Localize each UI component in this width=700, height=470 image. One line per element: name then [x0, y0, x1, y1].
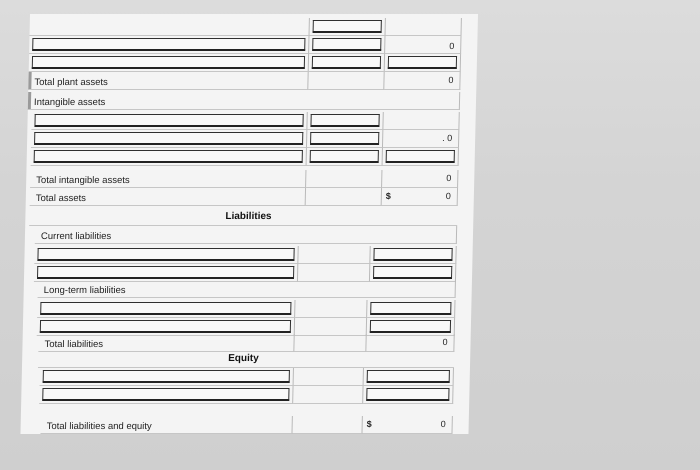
- equity-header-row: [22, 350, 470, 368]
- total-plant-assets-row: [28, 72, 476, 90]
- liabilities-heading: Liabilities: [225, 211, 272, 222]
- value-text: . 0: [442, 133, 453, 143]
- account-name-input[interactable]: [32, 38, 305, 51]
- total-liabilities-label: Total liabilities: [44, 339, 104, 350]
- current-liability-row-1: [24, 246, 472, 264]
- amount-input[interactable]: [388, 56, 457, 69]
- dollar-sign: $: [385, 191, 391, 201]
- account-name-input[interactable]: [34, 150, 303, 163]
- account-name-input[interactable]: [32, 56, 305, 69]
- liab-equity-total-value: 0: [440, 419, 446, 429]
- account-name-input[interactable]: [40, 320, 291, 333]
- amount-input[interactable]: [313, 20, 382, 33]
- plant-asset-row-1: [30, 18, 478, 36]
- equity-row-1: [22, 368, 470, 386]
- intangible-total-value: 0: [446, 173, 452, 183]
- intangible-assets-label: Intangible assets: [33, 97, 106, 108]
- amount-input[interactable]: [373, 266, 452, 279]
- current-liabilities-label: Current liabilities: [40, 231, 112, 242]
- account-name-input[interactable]: [34, 132, 303, 145]
- dollar-sign: $: [366, 419, 372, 429]
- account-name-input[interactable]: [42, 388, 289, 401]
- equity-row-2: [21, 386, 469, 404]
- equity-heading: Equity: [228, 353, 259, 364]
- account-name-input[interactable]: [34, 114, 303, 127]
- long-term-liabilities-label: Long-term liabilities: [43, 285, 126, 296]
- amount-input[interactable]: [312, 56, 381, 69]
- long-term-liability-row-1: [23, 300, 471, 318]
- total-plant-assets-label: Total plant assets: [34, 77, 108, 88]
- intangible-row-3: [27, 148, 475, 166]
- account-name-input[interactable]: [37, 266, 294, 279]
- plant-total-value: 0: [448, 75, 454, 85]
- long-term-liabilities-row: [24, 280, 472, 298]
- value-text: 0: [449, 41, 455, 51]
- amount-input[interactable]: [370, 320, 451, 333]
- current-liabilities-row: [25, 226, 473, 244]
- liabilities-total-value: 0: [442, 337, 448, 347]
- total-assets-row: [26, 188, 474, 206]
- total-liabilities-equity-label: Total liabilities and equity: [46, 421, 152, 432]
- amount-input[interactable]: [310, 150, 379, 163]
- plant-asset-row-2: [29, 36, 477, 54]
- plant-asset-row-3: [29, 54, 477, 72]
- amount-input[interactable]: [310, 132, 379, 145]
- intangible-assets-row: [28, 92, 476, 110]
- total-intangible-assets-label: Total intangible assets: [36, 175, 130, 186]
- amount-input[interactable]: [386, 150, 455, 163]
- account-name-input[interactable]: [40, 302, 291, 315]
- assets-total-value: 0: [445, 191, 451, 201]
- amount-input[interactable]: [310, 114, 379, 127]
- account-name-input[interactable]: [37, 248, 294, 261]
- amount-input[interactable]: [312, 38, 381, 51]
- liabilities-header-row: [25, 208, 473, 226]
- total-assets-label: Total assets: [35, 193, 87, 204]
- intangible-row-2: [27, 130, 475, 148]
- amount-input[interactable]: [370, 302, 451, 315]
- intangible-row-1: [27, 112, 475, 130]
- amount-input[interactable]: [373, 248, 452, 261]
- account-name-input[interactable]: [43, 370, 290, 383]
- balance-sheet-form: [20, 14, 478, 434]
- total-intangible-assets-row: [26, 170, 474, 188]
- amount-input[interactable]: [366, 388, 449, 401]
- amount-input[interactable]: [367, 370, 450, 383]
- total-liabilities-equity-row: [20, 416, 468, 434]
